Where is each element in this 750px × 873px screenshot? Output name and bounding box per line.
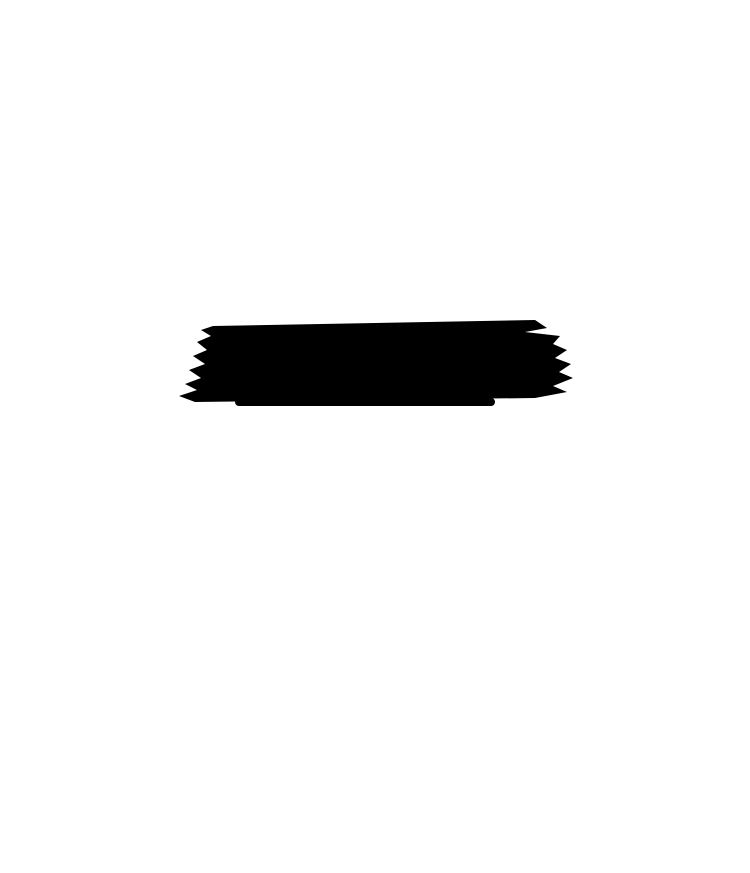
brush-stroke-icon xyxy=(175,318,575,410)
pencil-border-bottom xyxy=(0,790,750,873)
pencil-row-top-icon xyxy=(0,0,750,100)
pencil-border-top xyxy=(0,0,750,100)
pencil-row-bottom-icon xyxy=(0,790,750,873)
